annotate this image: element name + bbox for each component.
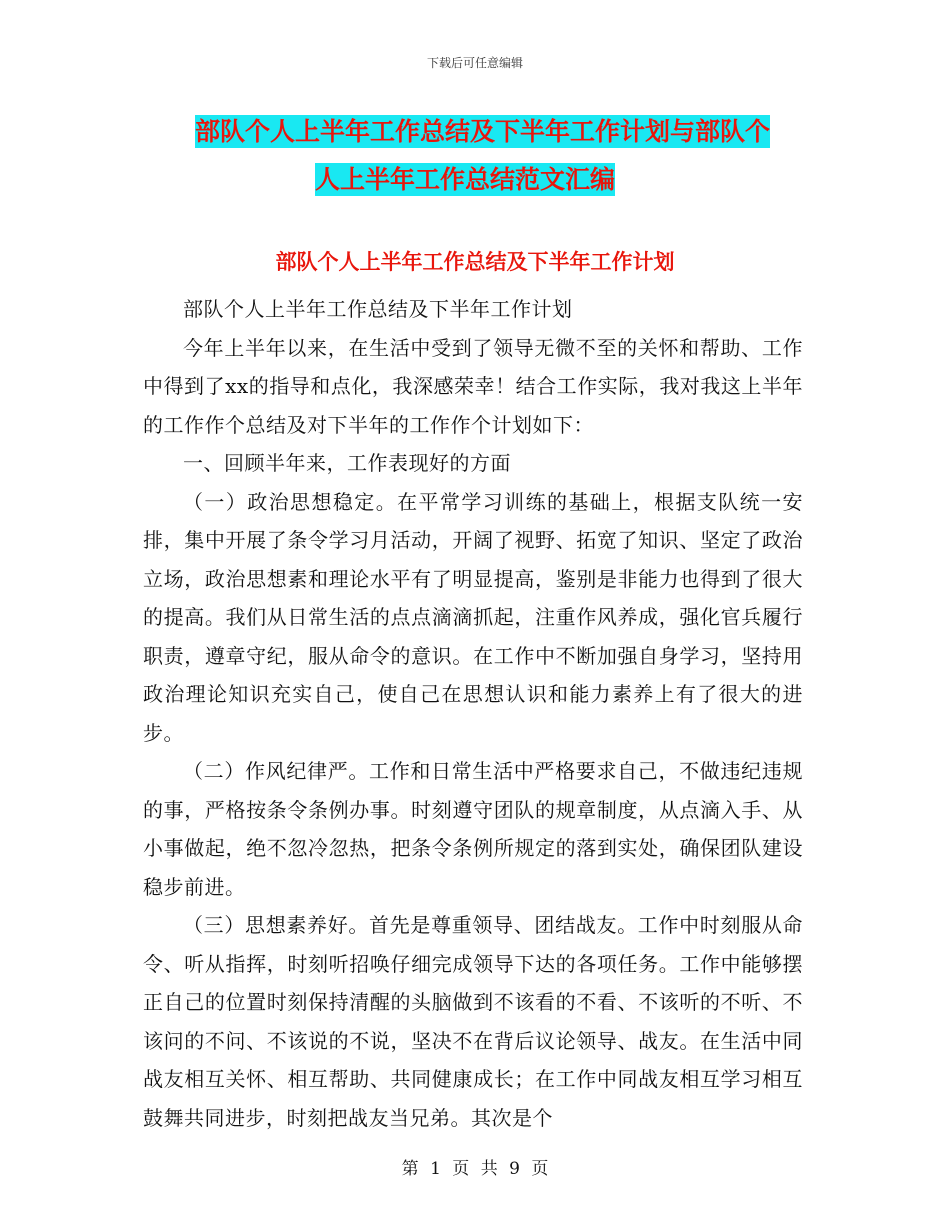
page-number: 第 1 页 共 9 页 xyxy=(401,1159,549,1179)
paragraph: （一）政治思想稳定。在平常学习训练的基础上，根据支队统一安排，集中开展了条令学习月活动，开阔了视野、拓宽了知识、坚定了政治立场，政治思想素和理论水平有了明显提高，鉴别是非能力也得到了很大的提高。我们从日常生活的点点滴滴抓起，注重作风养成，强化官兵履行职责，遵章守纪，服从命令的意识。在工作中不断加强自身学习，坚持用政治理论知识充实自己，使自己在思想认识和能力素养上有了很大的进步。 xyxy=(143,489,803,745)
section-heading: 部队个人上半年工作总结及下半年工作计划 xyxy=(275,250,675,274)
title-line-2: 人上半年工作总结范文汇编 xyxy=(315,165,616,194)
paragraph: 今年上半年以来，在生活中受到了领导无微不至的关怀和帮助、工作中得到了xx的指导和点化，我深感荣幸！结合工作实际，我对我这上半年的工作作个总结及对下半年的工作作个计划如下： xyxy=(143,335,803,437)
body-text xyxy=(143,290,803,1137)
paragraph: 一、回顾半年来，工作表现好的方面 xyxy=(183,451,511,475)
paragraph: 部队个人上半年工作总结及下半年工作计划 xyxy=(183,297,573,321)
paragraph: （二）作风纪律严。工作和日常生活中严格要求自己，不做违纪违规的事，严格按条令条例办事。时刻遵守团队的规章制度，从点滴入手、从小事做起，绝不忽冷忽热，把条令条例所规定的落到实处，确保团队建设稳步前进。 xyxy=(143,759,803,899)
document-title xyxy=(140,108,820,204)
paragraph: （三）思想素养好。首先是尊重领导、团结战友。工作中时刻服从命令、听从指挥，时刻听招唤仔细完成领导下达的各项任务。工作中能够摆正自己的位置时刻保持清醒的头脑做到不该看的不看、不该听的不听、不该问的不问、不该说的不说，坚决不在背后议论领导、战友。在生活中同战友相互关怀、相互帮助、共同健康成长；在工作中同战友相互学习相互鼓舞共同进步，时刻把战友当兄弟。其次是个 xyxy=(143,913,803,1130)
title-line-1: 部队个人上半年工作总结及下半年工作计划与部队个 xyxy=(195,117,771,146)
page-header: 下载后可任意编辑 xyxy=(426,56,523,70)
